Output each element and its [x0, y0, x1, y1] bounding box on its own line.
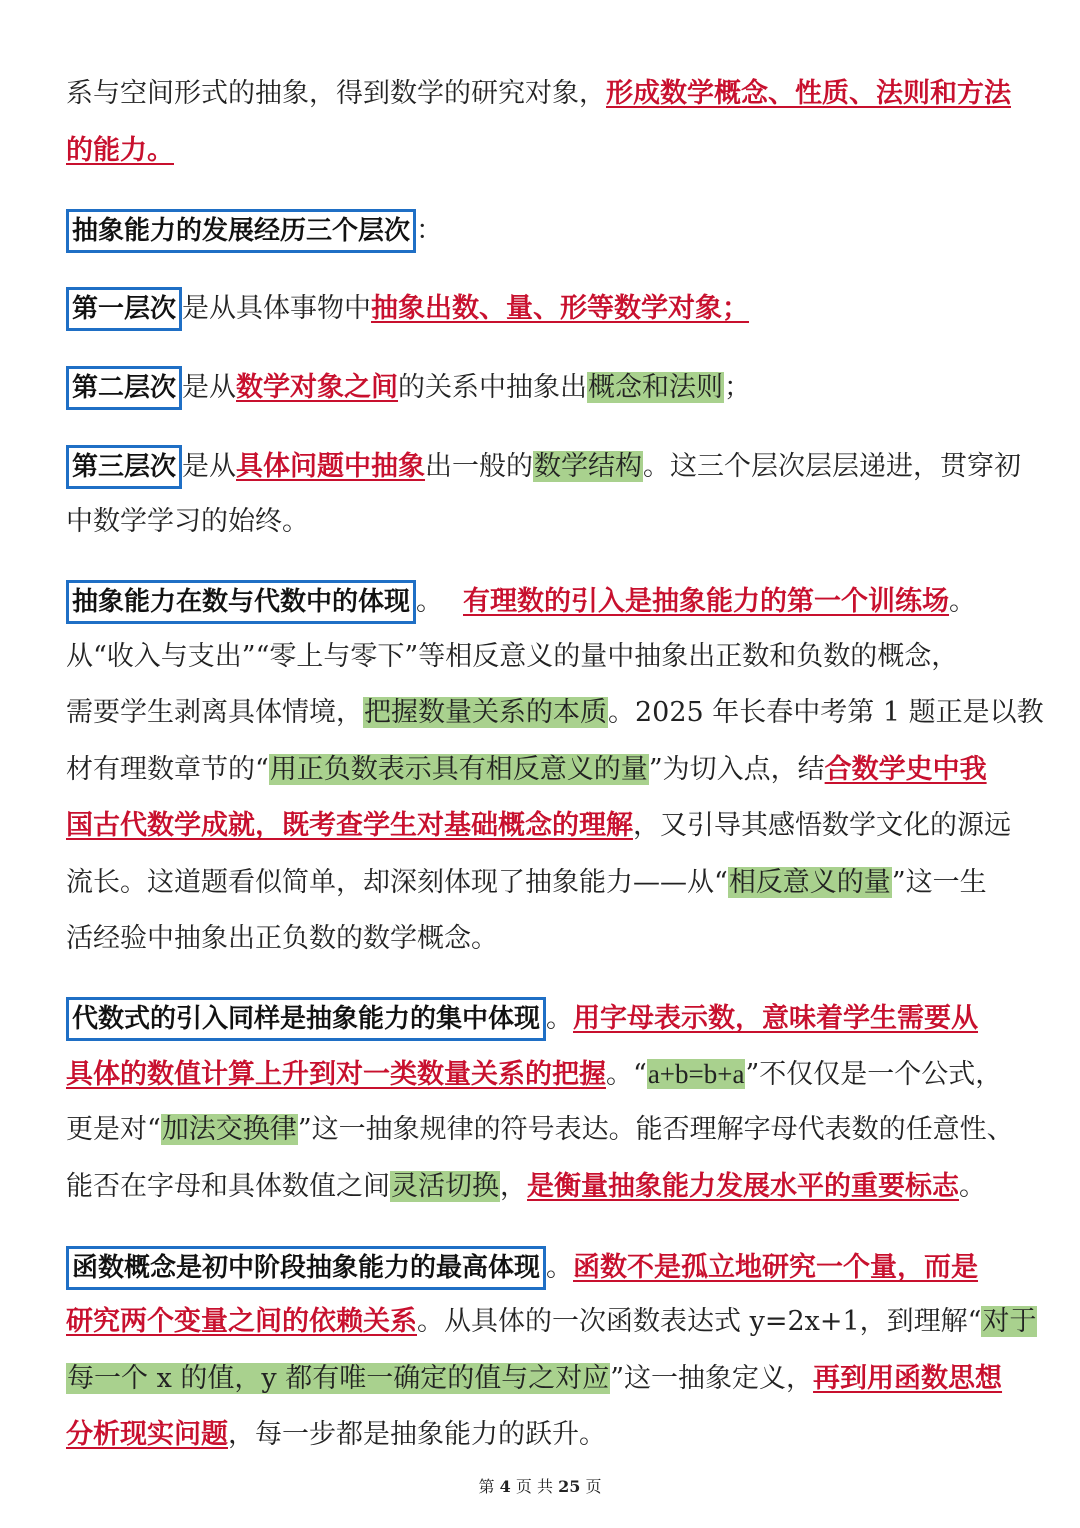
text-line: [66, 1359, 1002, 1399]
red-underline-text: 具体的数值计算上升到对一类数量关系的把握: [66, 1059, 606, 1090]
text: 从“收入与支出”“零上与零下”等相反意义的量中抽象出正数和负数的概念，: [66, 641, 959, 672]
highlight-text: 数学结构: [534, 451, 643, 482]
text-line: [66, 806, 1011, 846]
highlight-text: 灵活切换: [391, 1171, 499, 1202]
red-underline-text: 再到用函数思想: [813, 1363, 1003, 1394]
red-underline-text: 有理数的引入是抽象能力的第一个训练场: [463, 586, 950, 617]
text: 。: [949, 586, 977, 617]
text: 需要学生剥离具体情境，: [66, 697, 363, 728]
text: ，每一步都是抽象能力的跃升。: [228, 1419, 606, 1450]
text-line: [66, 1110, 1014, 1150]
text: 。从具体的一次函数表达式 y=2x+1，到理解“: [417, 1306, 982, 1337]
highlight-text: 用正负数表示具有相反意义的量: [269, 754, 648, 785]
text-line: [66, 863, 987, 903]
text-line: [66, 1054, 1002, 1094]
text-line: [66, 74, 1011, 114]
text: ”这一抽象规律的符号表达。能否理解字母代表数的任意性、: [297, 1114, 1014, 1145]
boxed-heading: 函数概念是初中阶段抽象能力的最高体现: [66, 1246, 546, 1290]
text: ；: [724, 372, 752, 403]
text: 。: [546, 1003, 574, 1034]
red-underline-text: 国古代数学成就，既考查学生对基础概念的理解: [66, 810, 633, 841]
text: ”这一抽象定义，: [610, 1363, 814, 1394]
footer-text: 页 共: [515, 1477, 553, 1496]
text: 。2025 年长春中考第 1 题正是以教: [608, 697, 1044, 728]
text: 中数学学习的始终。: [66, 506, 309, 537]
text: 活经验中抽象出正负数的数学概念。: [66, 923, 498, 954]
red-underline-text: 是衡量抽象能力发展水平的重要标志: [527, 1171, 959, 1202]
red-underline-text: 研究两个变量之间的依赖关系: [66, 1306, 417, 1337]
page-footer: [0, 1474, 1080, 1497]
text: 。这三个层次层层递进，贯穿初: [643, 451, 1022, 482]
text: ”这一生: [891, 867, 987, 898]
level-line: [66, 366, 751, 406]
text: 是从: [182, 372, 237, 403]
text-line: [66, 693, 1044, 733]
formula-highlight: a+b=b+a: [647, 1059, 745, 1089]
text: 是从具体事物中: [182, 293, 372, 324]
text-line: [66, 131, 174, 171]
footer-text: 第: [478, 1477, 495, 1496]
section-heading-line: [66, 580, 976, 620]
text: 。“: [606, 1059, 647, 1090]
page-total: 25: [558, 1477, 581, 1496]
boxed-heading: 第二层次: [66, 366, 182, 410]
section-heading-line: [66, 1246, 978, 1286]
red-underline-text: 数学对象之间: [236, 372, 399, 403]
section-heading-line: [66, 209, 443, 249]
text: 。: [416, 586, 444, 617]
text: ，又引导其感悟数学文化的源远: [633, 810, 1011, 841]
highlight-text: 每一个 x 的值，y 都有唯一确定的值与之对应: [67, 1363, 610, 1394]
text: 出一般的: [425, 451, 534, 482]
text: 。: [959, 1171, 986, 1202]
highlight-text: 加法交换律: [161, 1114, 297, 1145]
red-underline-text: 的能力。: [66, 135, 174, 166]
page-number: 4: [499, 1477, 511, 1496]
text: 是从: [182, 451, 237, 482]
text: 系与空间形式的抽象，得到数学的研究对象，: [66, 78, 606, 109]
text-line: [66, 1167, 986, 1207]
text: ”为切入点，结: [648, 754, 825, 785]
text-line: [66, 637, 958, 677]
red-underline-text: 分析现实问题: [66, 1419, 228, 1450]
text: ：: [416, 215, 444, 246]
highlight-text: 对于: [982, 1306, 1037, 1337]
text-line: [66, 1302, 1037, 1342]
red-underline-text: 函数不是孤立地研究一个量，而是: [573, 1252, 979, 1283]
highlight-text: 概念和法则: [588, 372, 724, 403]
text-line: [66, 502, 309, 542]
text-line: [66, 750, 987, 790]
text-line: [66, 1415, 606, 1455]
text: 能否在字母和具体数值之间: [66, 1171, 390, 1202]
red-underline-text: 抽象出数、量、形等数学对象；: [371, 293, 750, 324]
boxed-heading: 抽象能力的发展经历三个层次: [66, 209, 416, 253]
text: ，: [500, 1171, 527, 1202]
text: 流长。这道题看似简单，却深刻体现了抽象能力——从“: [66, 867, 728, 898]
section-heading-line: [66, 997, 978, 1037]
red-underline-text: 合数学史中我: [824, 754, 987, 785]
text: 材有理数章节的“: [66, 754, 269, 785]
red-underline-text: 具体问题中抽象: [236, 451, 426, 482]
text: 更是对“: [66, 1114, 161, 1145]
text: ”不仅仅是一个公式，: [745, 1059, 1003, 1090]
boxed-heading: 代数式的引入同样是抽象能力的集中体现: [66, 997, 546, 1041]
text: 的关系中抽象出: [398, 372, 588, 403]
footer-text: 页: [585, 1477, 602, 1496]
level-line: [66, 445, 1021, 485]
text: 。: [546, 1252, 574, 1283]
boxed-heading: 第三层次: [66, 445, 182, 489]
level-line: [66, 287, 749, 327]
highlight-text: 把握数量关系的本质: [364, 697, 607, 728]
text-line: [66, 919, 498, 959]
boxed-heading: 第一层次: [66, 287, 182, 331]
boxed-heading: 抽象能力在数与代数中的体现: [66, 580, 416, 624]
red-underline-text: 形成数学概念、性质、法则和方法: [606, 78, 1011, 109]
highlight-text: 相反意义的量: [728, 867, 891, 898]
red-underline-text: 用字母表示数，意味着学生需要从: [573, 1003, 979, 1034]
